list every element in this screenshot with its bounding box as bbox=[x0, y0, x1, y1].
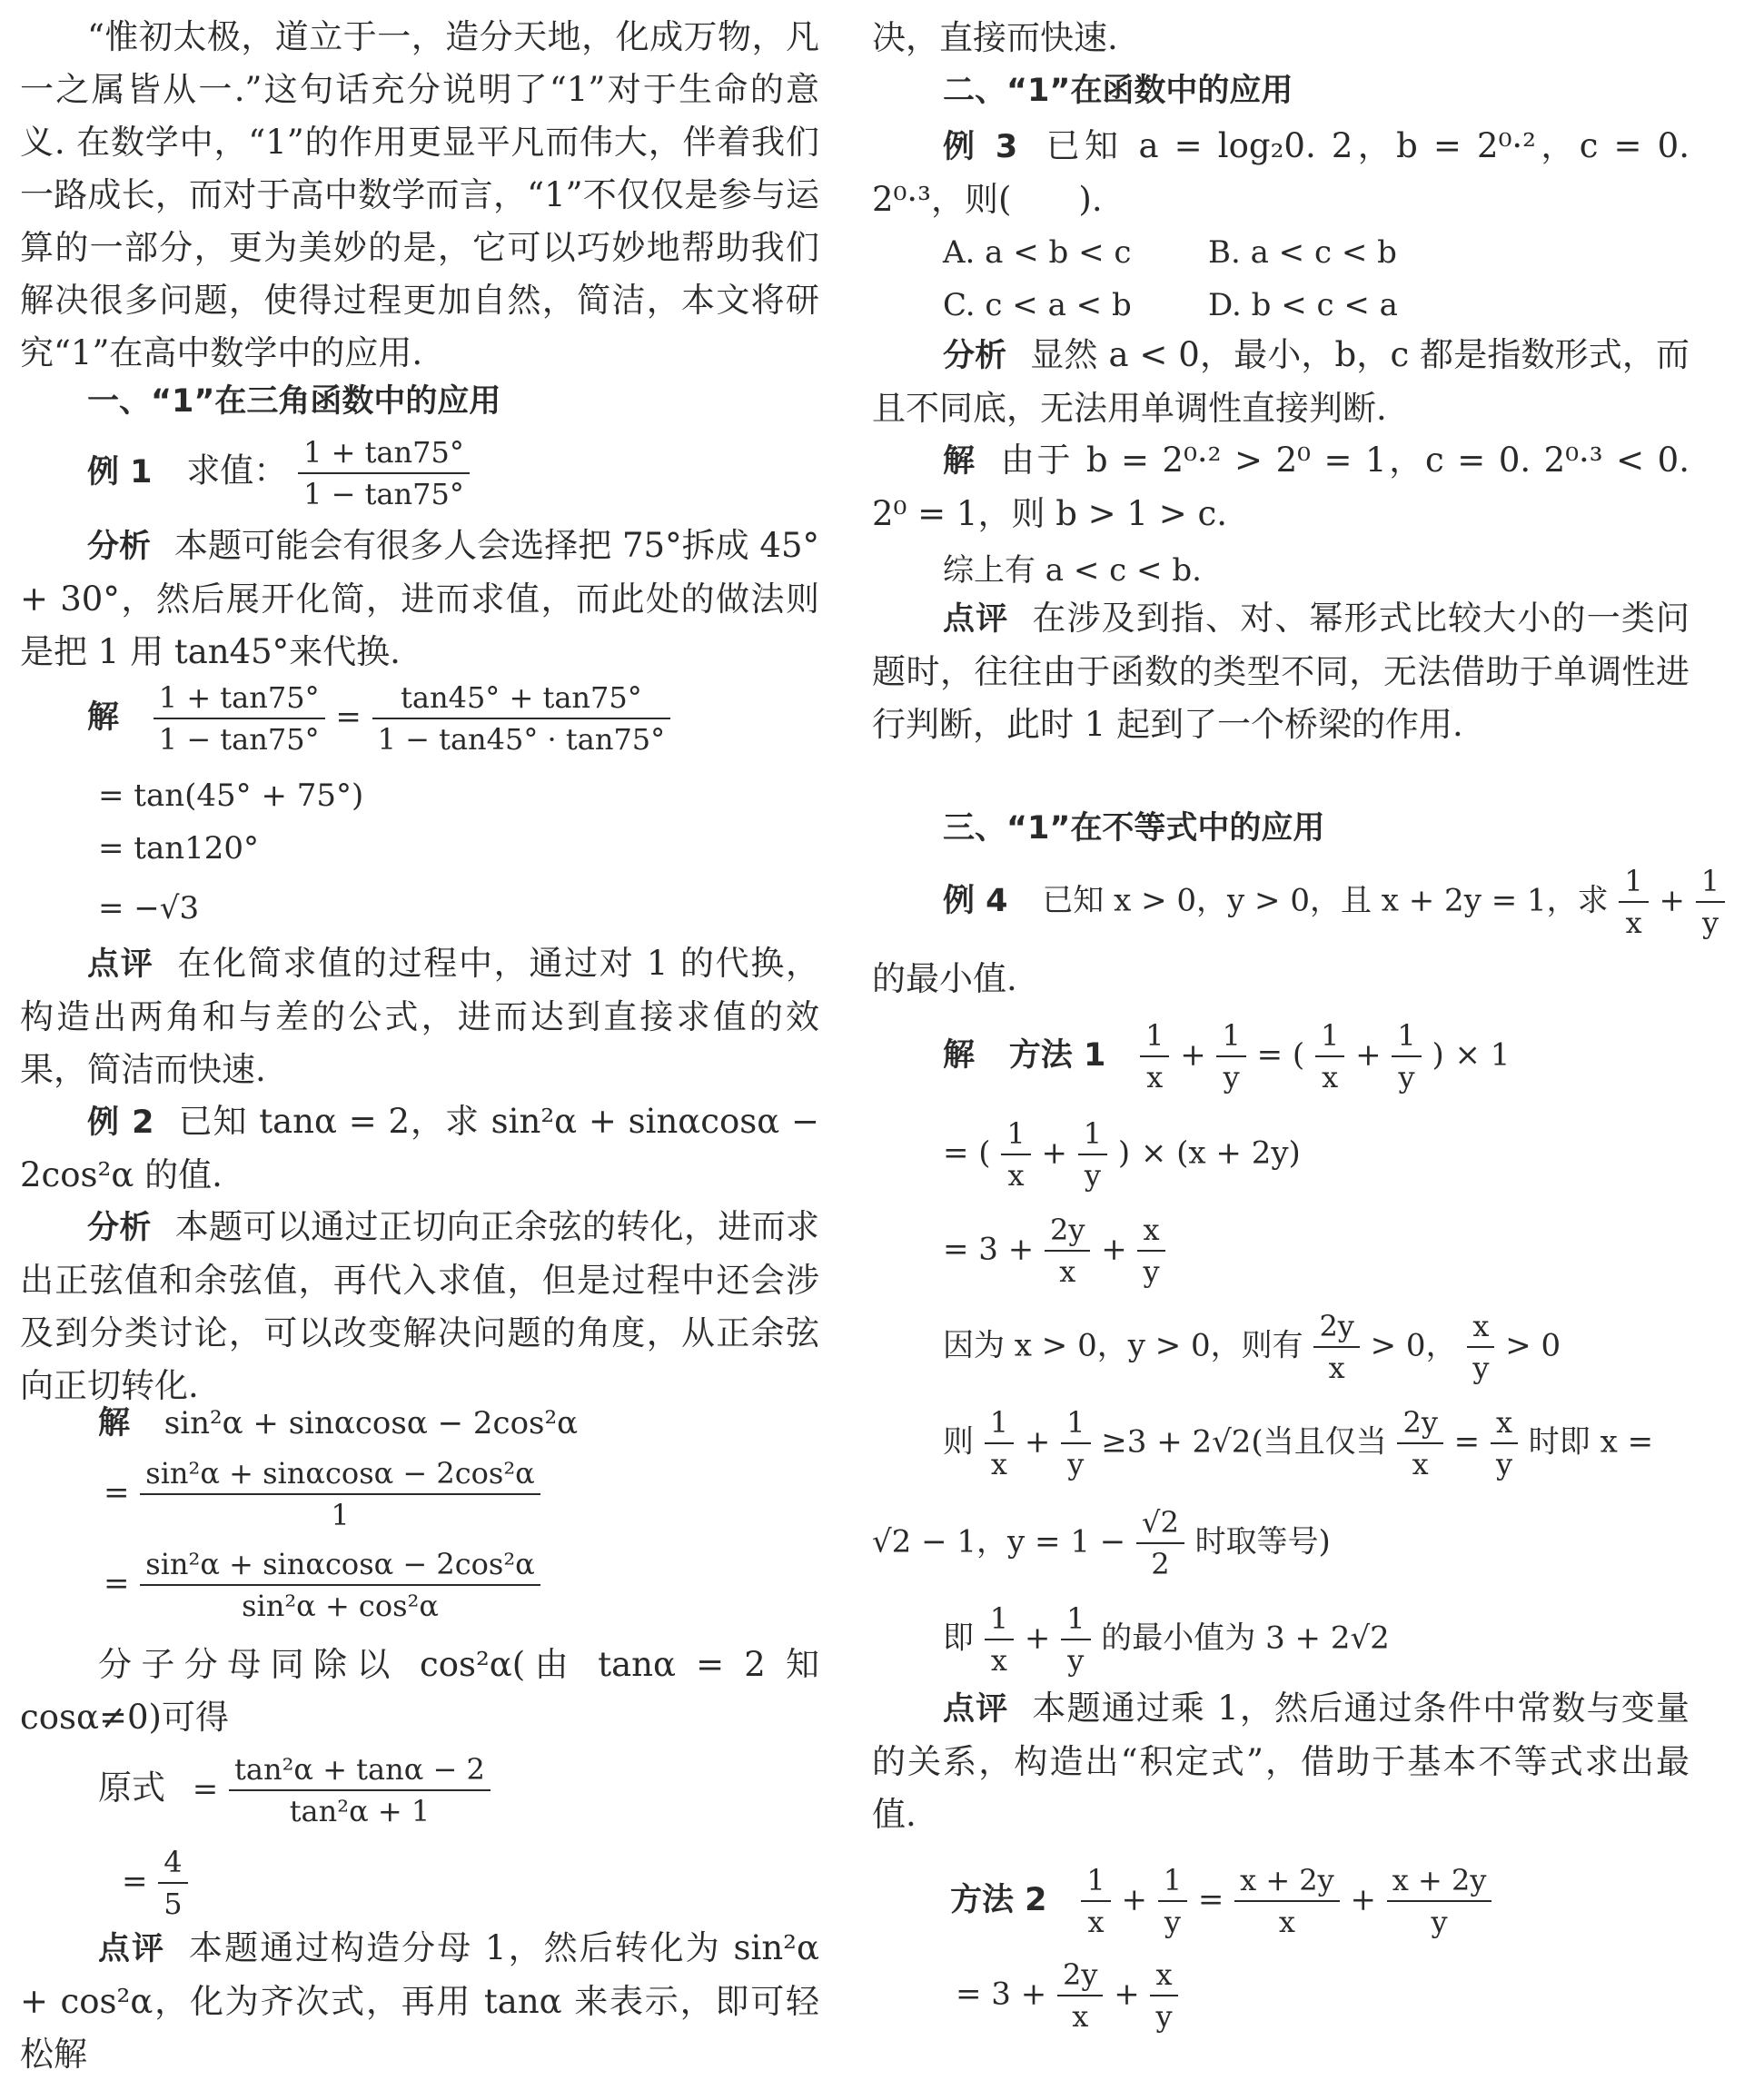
fraction-numerator: x bbox=[1137, 1212, 1164, 1252]
fraction-denominator: y bbox=[1495, 1447, 1513, 1481]
fraction bbox=[1491, 1404, 1518, 1482]
review-text: 本题通过构造分母 1，然后转化为 sin²α + cos²α，化为齐次式，再用 tanα 来表示，即可轻松解 bbox=[20, 1928, 819, 2074]
plus-sign: + bbox=[1350, 1881, 1376, 1918]
ge-text: ≥3 + 2√2(当且仅当 bbox=[1101, 1423, 1387, 1461]
example-3 bbox=[872, 120, 1690, 226]
fraction-denominator: x bbox=[990, 1643, 1007, 1678]
fraction-denominator: x bbox=[990, 1447, 1007, 1481]
fraction-numerator: x + 2y bbox=[1387, 1862, 1492, 1902]
example-3-review bbox=[872, 592, 1690, 751]
fraction-denominator: x bbox=[1412, 1447, 1429, 1481]
because-text: 因为 x > 0，y > 0，则有 bbox=[943, 1327, 1303, 1364]
equals-sign: = bbox=[104, 1474, 130, 1511]
fraction-denominator: sin²α + cos²α bbox=[242, 1589, 439, 1623]
solution-label: 解 bbox=[943, 443, 977, 480]
fraction-numerator: 1 bbox=[1001, 1115, 1030, 1155]
fraction bbox=[1467, 1308, 1494, 1386]
analysis-label: 分析 bbox=[87, 1210, 152, 1246]
fraction-denominator: x bbox=[1625, 906, 1642, 940]
fraction-denominator: 1 − tan45° · tan75° bbox=[377, 722, 666, 757]
fraction bbox=[985, 1600, 1014, 1679]
review-label: 点评 bbox=[98, 1931, 166, 1967]
example-2-analysis bbox=[20, 1201, 819, 1412]
continued-text: 决，直接而快速. bbox=[872, 18, 1118, 57]
method-2-line-2 bbox=[956, 1956, 1178, 2035]
fraction-denominator: 1 − tan75° bbox=[303, 477, 464, 511]
fraction bbox=[1158, 1862, 1187, 1940]
fraction-denominator: y bbox=[1431, 1905, 1448, 1939]
method-1-line-3 bbox=[943, 1212, 1165, 1290]
fraction-denominator: x bbox=[1322, 1060, 1339, 1095]
solution-label: 解 bbox=[943, 1036, 976, 1074]
method-1-label: 方法 1 bbox=[1008, 1036, 1106, 1074]
sqrt-text: √2 − 1，y = 1 − bbox=[872, 1523, 1126, 1560]
fraction bbox=[1150, 1956, 1177, 2035]
fraction-denominator: 5 bbox=[164, 1887, 183, 1921]
fraction bbox=[1234, 1862, 1340, 1940]
fraction-denominator: x bbox=[1087, 1905, 1105, 1939]
plus-sign: + bbox=[1180, 1036, 1206, 1074]
example-1-fraction bbox=[298, 434, 470, 512]
fraction-numerator: 1 bbox=[1061, 1600, 1090, 1640]
fraction-numerator: 1 bbox=[1216, 1017, 1245, 1057]
plus-sign: + bbox=[1114, 1976, 1140, 2013]
fraction-numerator: x bbox=[1491, 1404, 1518, 1444]
example-1-analysis bbox=[20, 520, 819, 679]
fraction-denominator: y bbox=[1164, 1905, 1181, 1939]
greater-than-zero: > 0 bbox=[1505, 1327, 1561, 1364]
equals-sign: = bbox=[1197, 1881, 1224, 1918]
min-value-line bbox=[943, 1600, 1390, 1679]
fraction bbox=[985, 1404, 1014, 1482]
original-label: 原式 bbox=[98, 1768, 165, 1808]
fraction-numerator: 1 bbox=[1315, 1017, 1344, 1057]
equals-sign: = bbox=[122, 1863, 148, 1900]
fraction-numerator: 1 bbox=[1081, 1862, 1110, 1902]
example-3-solution bbox=[872, 434, 1690, 540]
review-label: 点评 bbox=[943, 601, 1009, 638]
solution-step-3: = −√3 bbox=[98, 890, 200, 926]
review-text: 在化简求值的过程中，通过对 1 的代换，构造出两角和与差的公式，进而达到直接求值的效果，简洁而快速. bbox=[20, 944, 819, 1089]
fraction bbox=[1397, 1404, 1442, 1482]
when-text: 时即 x = bbox=[1528, 1423, 1654, 1461]
fraction bbox=[229, 1751, 491, 1829]
solution-expression: sin²α + sinαcosα − 2cos²α bbox=[164, 1405, 579, 1441]
plus-sign: + bbox=[1101, 1231, 1127, 1268]
solution-step-fraction-2 bbox=[104, 1546, 540, 1624]
method-1-line-1 bbox=[943, 1017, 1510, 1095]
example-4-label: 例 4 bbox=[943, 882, 1008, 919]
sqrt-line bbox=[872, 1504, 1331, 1582]
fraction bbox=[1001, 1115, 1030, 1194]
fraction-numerator: 1 bbox=[1140, 1017, 1169, 1057]
example-4 bbox=[943, 863, 1725, 941]
analysis-label: 分析 bbox=[87, 529, 152, 565]
times-x2y: × (x + 2y) bbox=[1140, 1134, 1301, 1172]
fraction-numerator: 1 bbox=[985, 1600, 1014, 1640]
fraction-numerator: 1 + tan75° bbox=[154, 679, 325, 719]
option-b: B. a < c < b bbox=[1208, 234, 1397, 271]
fraction bbox=[1216, 1017, 1245, 1095]
fraction-numerator: 1 bbox=[1696, 863, 1725, 903]
fraction bbox=[1140, 1017, 1169, 1095]
fraction-denominator: y bbox=[1223, 1060, 1240, 1095]
fraction bbox=[1061, 1600, 1090, 1679]
fraction-denominator: y bbox=[1155, 1999, 1173, 2034]
example-2-solution bbox=[98, 1402, 578, 1443]
fraction-denominator: x bbox=[1007, 1158, 1025, 1193]
solution-step-1: = tan(45° + 75°) bbox=[98, 778, 364, 814]
example-3-label: 例 3 bbox=[943, 129, 1018, 165]
fraction-numerator: x + 2y bbox=[1234, 1862, 1340, 1902]
fraction-numerator: 2y bbox=[1057, 1956, 1103, 1996]
fraction bbox=[140, 1546, 540, 1624]
analysis-label: 分析 bbox=[943, 338, 1007, 374]
fraction-numerator: sin²α + sinαcosα − 2cos²α bbox=[140, 1455, 540, 1495]
fraction bbox=[1057, 1956, 1103, 2035]
option-a: A. a < b < c bbox=[943, 234, 1132, 271]
close-paren: ) bbox=[1117, 1134, 1131, 1172]
fraction-denominator: 1 bbox=[331, 1498, 350, 1532]
fraction-1-over-x bbox=[1619, 863, 1648, 941]
fraction-1-over-y bbox=[1696, 863, 1725, 941]
fraction-numerator: 1 bbox=[985, 1404, 1014, 1444]
example-2 bbox=[20, 1095, 819, 1202]
review-label: 点评 bbox=[87, 946, 154, 983]
fraction bbox=[1136, 1504, 1184, 1582]
analysis-text: 本题可能会有很多人会选择把 75°拆成 45° + 30°，然后展开化简，进而求值，而此处的做法则是把 1 用 tan45°来代换. bbox=[20, 526, 819, 671]
fraction bbox=[1081, 1862, 1110, 1940]
min-value-text: 的最小值为 3 + 2√2 bbox=[1101, 1620, 1390, 1657]
close-paren: ) bbox=[1432, 1036, 1444, 1074]
example-1 bbox=[87, 434, 470, 512]
option-c: C. c < a < b bbox=[943, 287, 1132, 323]
then-line bbox=[943, 1404, 1653, 1482]
fraction-numerator: 2y bbox=[1045, 1212, 1090, 1252]
fraction-numerator: 2y bbox=[1397, 1404, 1442, 1444]
fraction bbox=[1392, 1017, 1421, 1095]
plus-sign: + bbox=[1041, 1134, 1067, 1172]
example-4-text: 已知 x > 0，y > 0，且 x + 2y = 1，求 bbox=[1042, 882, 1609, 919]
fraction bbox=[1078, 1115, 1107, 1194]
equals-paren: = ( bbox=[1256, 1036, 1305, 1074]
fraction-numerator: 1 bbox=[1078, 1115, 1107, 1155]
example-2-text: 已知 tanα = 2，求 sin²α + sinαcosα − 2cos²α 的值. bbox=[20, 1102, 819, 1194]
equals-sign: = bbox=[192, 1770, 219, 1808]
fraction-denominator: y bbox=[1067, 1643, 1085, 1678]
section-3-heading: 三、“1”在不等式中的应用 bbox=[943, 810, 1325, 847]
that-is-text: 即 bbox=[943, 1620, 974, 1657]
section-2-heading: 二、“1”在函数中的应用 bbox=[943, 73, 1293, 109]
fraction-numerator: 1 + tan75° bbox=[298, 434, 470, 474]
solution-fraction-1 bbox=[154, 679, 325, 758]
equals-sign: = bbox=[104, 1565, 130, 1602]
fraction bbox=[1045, 1212, 1090, 1290]
fraction-denominator: 2 bbox=[1151, 1547, 1170, 1581]
original-expression bbox=[98, 1751, 491, 1829]
fraction-denominator: y bbox=[1067, 1447, 1085, 1481]
plus-sign: + bbox=[1024, 1423, 1051, 1461]
fraction-denominator: x bbox=[1328, 1351, 1345, 1385]
example-2-label: 例 2 bbox=[87, 1104, 154, 1141]
example-1-review bbox=[20, 937, 819, 1096]
section-1-heading: 一、“1”在三角函数中的应用 bbox=[87, 383, 501, 420]
equals-three-plus: = 3 + bbox=[956, 1976, 1047, 2013]
fraction bbox=[1061, 1404, 1090, 1482]
fraction bbox=[1315, 1017, 1344, 1095]
solution-text: 由于 b = 2⁰·² > 2⁰ = 1，c = 0. 2⁰·³ < 0. 2⁰ = 1，则 b > 1 > c. bbox=[872, 441, 1690, 533]
example-1-label: 例 1 bbox=[87, 453, 153, 490]
fraction-denominator: x bbox=[1146, 1060, 1164, 1095]
example-3-conclusion: 综上有 a < c < b. bbox=[943, 552, 1202, 589]
equals-sign: = bbox=[1453, 1423, 1481, 1461]
fraction-numerator: 4 bbox=[158, 1844, 187, 1884]
analysis-text: 本题可以通过正切向正余弦的转化，进而求出正弦值和余弦值，再代入求值，但是过程中还会涉及到分类讨论，可以改变解决问题的角度，从正余弦向正切转化. bbox=[20, 1207, 819, 1405]
fraction bbox=[140, 1455, 540, 1533]
analysis-text: 显然 a < 0，最小，b，c 都是指数形式，而且不同底，无法用单调性直接判断. bbox=[872, 335, 1690, 428]
option-d: D. b < c < a bbox=[1208, 287, 1398, 323]
fraction-denominator: tan²α + 1 bbox=[289, 1794, 431, 1828]
solution-label: 解 bbox=[87, 698, 120, 736]
fraction-numerator: tan45° + tan75° bbox=[372, 679, 671, 719]
fraction-numerator: 2y bbox=[1313, 1308, 1359, 1348]
fraction-denominator: y bbox=[1084, 1158, 1101, 1193]
fraction-denominator: y bbox=[1143, 1254, 1160, 1289]
example-2-divide-text: 分子分母同除以 cos²α(由 tanα = 2 知 cosα≠0)可得 bbox=[20, 1645, 819, 1737]
intro-paragraph: “惟初太极，道立于一，造分天地，化成万物，凡一之属皆从一.”这句话充分说明了“1”对于生命的意义. 在数学中，“1”的作用更显平凡而伟大，伴着我们一路成长，而对于高中数学而言，“1”不仅仅是参与运算的一部分，更为美妙的是，它可以巧妙地帮助我们解决很多问题，使得过程更加自然，简洁，本文将研究“1”在高中数学中的应用. bbox=[20, 17, 819, 372]
plus-sign: + bbox=[1024, 1620, 1051, 1657]
plus-sign: + bbox=[1121, 1881, 1147, 1918]
fraction-denominator: 1 − tan75° bbox=[158, 722, 320, 757]
equal-taken-text: 时取等号) bbox=[1194, 1523, 1331, 1560]
review-text: 在涉及到指、对、幂形式比较大小的一类问题时，往往由于函数的类型不同，无法借助于单调性进行判断，此时 1 起到了一个桥梁的作用. bbox=[872, 599, 1690, 744]
example-3-analysis bbox=[872, 329, 1690, 435]
example-2-review bbox=[20, 1922, 819, 2081]
result-fraction bbox=[122, 1844, 188, 1922]
then-text: 则 bbox=[943, 1423, 974, 1461]
fraction-denominator: x bbox=[1278, 1905, 1295, 1939]
fraction-denominator: y bbox=[1398, 1060, 1415, 1095]
plus-sign: + bbox=[1659, 882, 1686, 919]
equals-sign: = bbox=[335, 698, 362, 736]
equals-paren: = ( bbox=[943, 1134, 991, 1172]
example-4-review bbox=[872, 1682, 1690, 1841]
fraction bbox=[1137, 1212, 1164, 1290]
because-line bbox=[943, 1308, 1561, 1386]
fraction-numerator: 1 bbox=[1158, 1862, 1187, 1902]
fraction-numerator: 1 bbox=[1392, 1017, 1421, 1057]
plus-sign: + bbox=[1355, 1036, 1382, 1074]
example-1-solution bbox=[87, 679, 670, 758]
fraction-numerator: tan²α + tanα − 2 bbox=[229, 1751, 491, 1791]
method-2-label: 方法 2 bbox=[950, 1881, 1047, 1918]
method-2-line-1 bbox=[950, 1862, 1491, 1940]
fraction-denominator: x bbox=[1072, 1999, 1089, 2034]
fraction-numerator: √2 bbox=[1136, 1504, 1184, 1544]
fraction-numerator: 1 bbox=[1061, 1404, 1090, 1444]
solution-label: 解 bbox=[98, 1405, 131, 1441]
fraction bbox=[1387, 1862, 1492, 1940]
times-one: × 1 bbox=[1454, 1036, 1511, 1074]
example-1-text: 求值： bbox=[186, 451, 288, 490]
solution-step-fraction-1 bbox=[104, 1455, 540, 1533]
fraction-denominator: x bbox=[1059, 1254, 1076, 1289]
solution-fraction-2 bbox=[372, 679, 671, 758]
method-1-line-2 bbox=[943, 1115, 1301, 1194]
fraction-numerator: sin²α + sinαcosα − 2cos²α bbox=[140, 1546, 540, 1586]
example-4-tail: 的最小值. bbox=[872, 959, 1017, 998]
fraction-numerator: x bbox=[1467, 1308, 1494, 1348]
fraction-numerator: 1 bbox=[1619, 863, 1648, 903]
fraction-numerator: x bbox=[1150, 1956, 1177, 1996]
example-3-text: 已知 a = log₂0. 2，b = 2⁰·²，c = 0. 2⁰·³，则( ). bbox=[872, 126, 1690, 219]
review-text: 本题通过乘 1，然后通过条件中常数与变量的关系，构造出“积定式”，借助于基本不等式求出最值. bbox=[872, 1689, 1690, 1834]
fraction bbox=[158, 1844, 187, 1922]
review-label: 点评 bbox=[943, 1691, 1009, 1728]
fraction-denominator: y bbox=[1701, 906, 1719, 940]
fraction bbox=[1313, 1308, 1359, 1386]
solution-step-2: = tan120° bbox=[98, 830, 260, 867]
equals-three-plus: = 3 + bbox=[943, 1231, 1035, 1268]
fraction-denominator: y bbox=[1472, 1351, 1490, 1385]
greater-than-zero: > 0， bbox=[1370, 1327, 1457, 1364]
